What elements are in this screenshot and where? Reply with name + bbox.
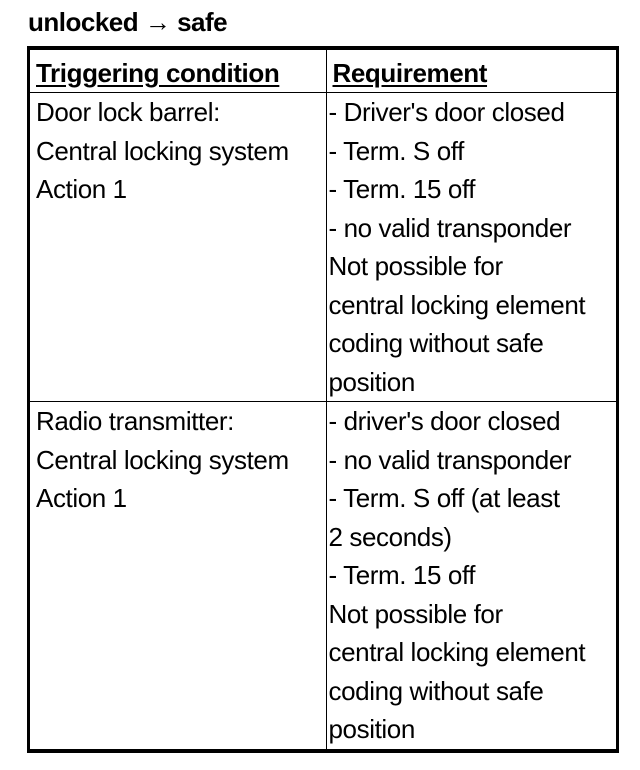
requirement-line: - no valid transponder [328,444,572,475]
requirement-line: Not possible for [328,598,503,629]
requirement-line: - Term. S off (at least [328,483,560,513]
requirement-line: position [328,714,415,744]
requirements-table [27,46,619,753]
requirement-line: coding without safe [328,675,544,706]
table-header-row [29,48,618,93]
requirement-line: central locking element [328,637,586,667]
requirement-line: - Term. 15 off [328,174,476,204]
condition-line: Door lock barrel: [36,97,220,127]
condition-line: Central locking system [36,135,289,166]
requirement-line: coding without safe [328,328,544,358]
header-triggering-condition: Triggering condition [29,48,327,93]
requirement-line: - no valid transponder [328,212,572,243]
requirement-cell [326,402,618,751]
table-row [29,402,618,751]
requirement-line: - driver's door closed [328,406,561,436]
table-row [29,93,618,402]
requirement-line: - Term. 15 off [328,560,476,590]
condition-cell [29,402,327,751]
requirement-line: Not possible for [328,251,503,281]
requirement-line: 2 seconds) [328,521,452,552]
condition-cell [29,93,327,402]
condition-line: Action 1 [36,483,127,513]
requirement-line: position [328,366,415,397]
requirement-line: - Term. S off [328,135,464,166]
header-requirement: Requirement [326,48,618,93]
requirement-line: central locking element [328,289,586,320]
requirement-cell [326,93,618,402]
condition-line: Action 1 [36,174,127,204]
condition-line: Central locking system [36,444,289,475]
condition-line: Radio transmitter: [36,406,234,436]
requirement-line: - Driver's door closed [328,97,565,127]
section-heading: unlocked → safe [28,7,228,37]
